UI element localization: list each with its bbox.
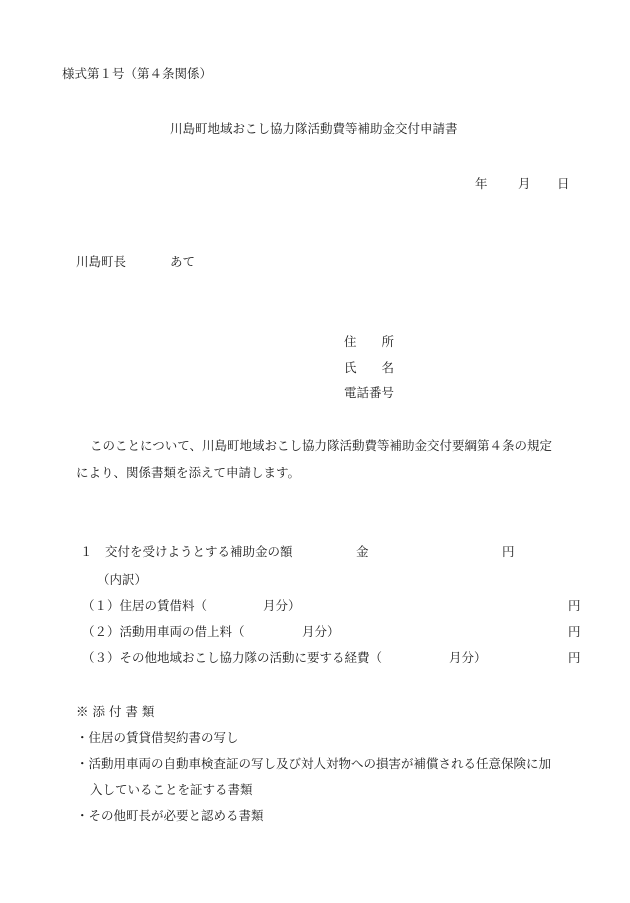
- item-months: 月分）: [449, 650, 487, 665]
- amount-kin: 金: [356, 544, 369, 559]
- body-text-line1: このことについて、川島町地域おこし協力隊活動費等補助金交付要綱第４条の規定: [90, 438, 553, 453]
- addressee-name: 川島町長: [76, 254, 127, 269]
- date-year: 年: [475, 176, 488, 191]
- date-month: 月: [518, 176, 531, 191]
- amount-label: １ 交付を受けようとする補助金の額: [80, 544, 293, 559]
- item-yen: 円: [568, 624, 581, 639]
- attachment-line: ・その他町長が必要と認める書類: [76, 808, 264, 823]
- form-title: 川島町地域おこし協力隊活動費等補助金交付申請書: [170, 121, 458, 136]
- addressee-suffix: あて: [170, 254, 196, 269]
- applicant-name-label: 氏 名: [344, 360, 395, 375]
- attachment-line: ・住居の賃貸借契約書の写し: [76, 730, 239, 745]
- form-number: 様式第１号（第４条関係）: [62, 66, 213, 81]
- body-text-line2: により、関係書類を添えて申請します。: [76, 465, 301, 480]
- item-label: （２）活動用車両の借上料（: [82, 624, 245, 639]
- item-months: 月分）: [302, 624, 340, 639]
- attachments-heading: ※ 添 付 書 類: [76, 704, 155, 719]
- amount-yen: 円: [502, 544, 515, 559]
- date-day: 日: [557, 176, 570, 191]
- item-yen: 円: [568, 650, 581, 665]
- applicant-phone-label: 電話番号: [344, 385, 395, 400]
- item-months: 月分）: [263, 598, 301, 613]
- attachment-line: ・活動用車両の自動車検査証の写し及び対人対物への損害が補償される任意保険に加: [76, 756, 552, 771]
- item-label: （１）住居の賃借料（: [82, 598, 208, 613]
- applicant-address-label: 住 所: [344, 334, 395, 349]
- attachment-line-continued: 入していることを証する書類: [90, 782, 253, 797]
- breakdown-label: （内訳）: [97, 572, 148, 587]
- item-yen: 円: [568, 598, 581, 613]
- item-label: （３）その他地域おこし協力隊の活動に要する経費（: [82, 650, 383, 665]
